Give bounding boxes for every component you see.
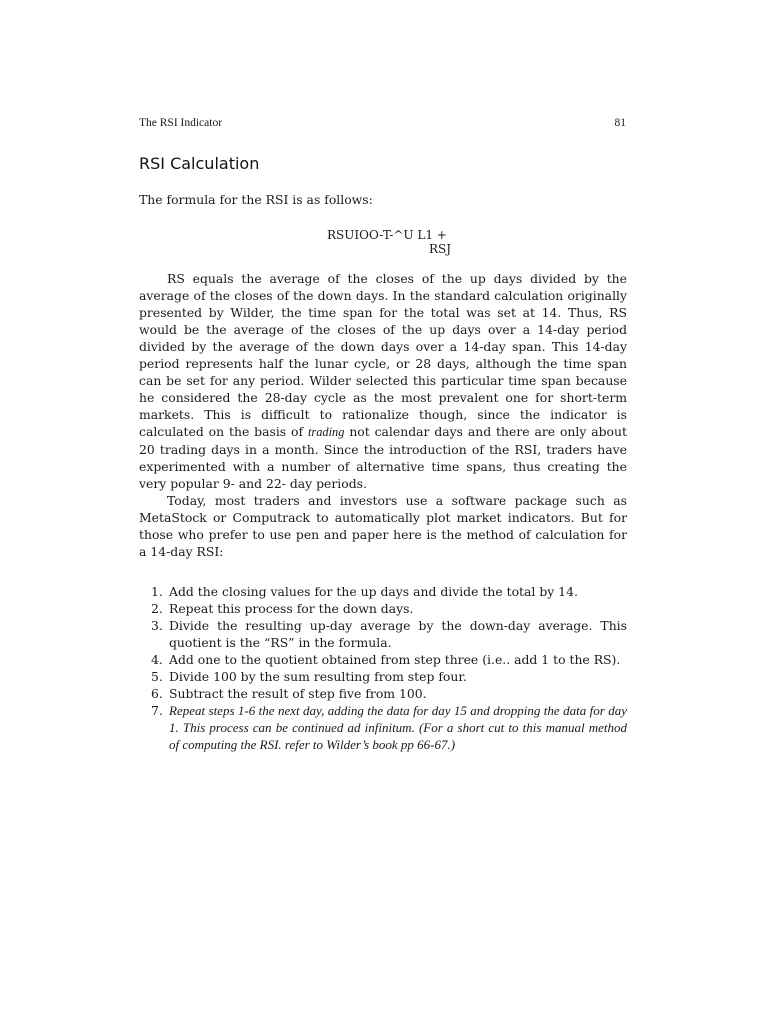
step-text: Divide the resulting up-day average by the down-day average. This quotient is the “RS” in the formula. (169, 618, 627, 650)
paragraph-software: Today, most traders and investors use a software package such as MetaStock or Computrack to automatically plot market indicators. But for those who prefer to use pen and paper here is the method of calculation for a 14-day RSI: (139, 493, 627, 559)
paragraph-1-part-2: not calendar days and there are only about 20 trading days in a month. Since the introduction of the RSI, traders have experimented with a number of alternative time spans, thus creating the very popular 9- and 22- day periods. (139, 424, 627, 491)
step-item (139, 668, 627, 685)
step-number: 2. (151, 601, 163, 616)
section-heading: RSI Calculation (139, 154, 260, 173)
paragraph-rs-definition (139, 270, 627, 492)
step-number: 6. (151, 686, 163, 701)
step-item (139, 651, 627, 668)
paragraph-1-part-1: RS equals the average of the closes of the up days divided by the average of the closes of the down days. In the standard calculation originally presented by Wilder, the time span for the total was set at 14. Thus, RS would be the average of the closes of the up days over a 14-day period divided by the average of the down days over a 14-day span. This 14-day period represents half the lunar cycle, or 28 days, although the time span can be set for any period. Wilder selected this particular time span because he considered the 28-day cycle as the most prevalent one for short-term markets. This is difficult to rationalize though, since the indicator is calculated on the basis of (139, 271, 627, 439)
body-text (139, 270, 627, 560)
step-item (139, 702, 627, 753)
intro-sentence: The formula for the RSI is as follows: (139, 192, 373, 207)
step-item (139, 617, 627, 651)
step-text: Add one to the quotient obtained from step three (i.e.. add 1 to the RS). (169, 652, 621, 667)
formula-line-2: RSJ (429, 242, 452, 256)
formula-line-1: RSUIOO-T-^U L1 + (327, 228, 447, 242)
step-text: Divide 100 by the sum resulting from step four. (169, 669, 467, 684)
step-text: Repeat this process for the down days. (169, 601, 414, 616)
step-number: 1. (151, 584, 163, 599)
running-head-title: The RSI Indicator (139, 117, 223, 129)
step-item (139, 583, 627, 600)
rsi-formula (327, 228, 477, 256)
step-number: 7. (151, 703, 163, 718)
calculation-steps (139, 583, 627, 753)
step-number: 4. (151, 652, 163, 667)
step-text: Add the closing values for the up days and divide the total by 14. (169, 584, 578, 599)
step-text: Repeat steps 1-6 the next day, adding the data for day 15 and dropping the data for day 1. This process can be continued ad infinitum. (For a short cut to this manual method of computing the RSI. refer to Wilder’s book pp 66-67.) (169, 703, 627, 752)
step-item (139, 600, 627, 617)
running-head (139, 117, 626, 133)
page-number: 81 (614, 117, 626, 129)
step-number: 3. (151, 618, 163, 633)
step-item (139, 685, 627, 702)
step-number: 5. (151, 669, 163, 684)
step-text: Subtract the result of step five from 100. (169, 686, 427, 701)
paragraph-1-emphasis: trading (307, 425, 345, 439)
